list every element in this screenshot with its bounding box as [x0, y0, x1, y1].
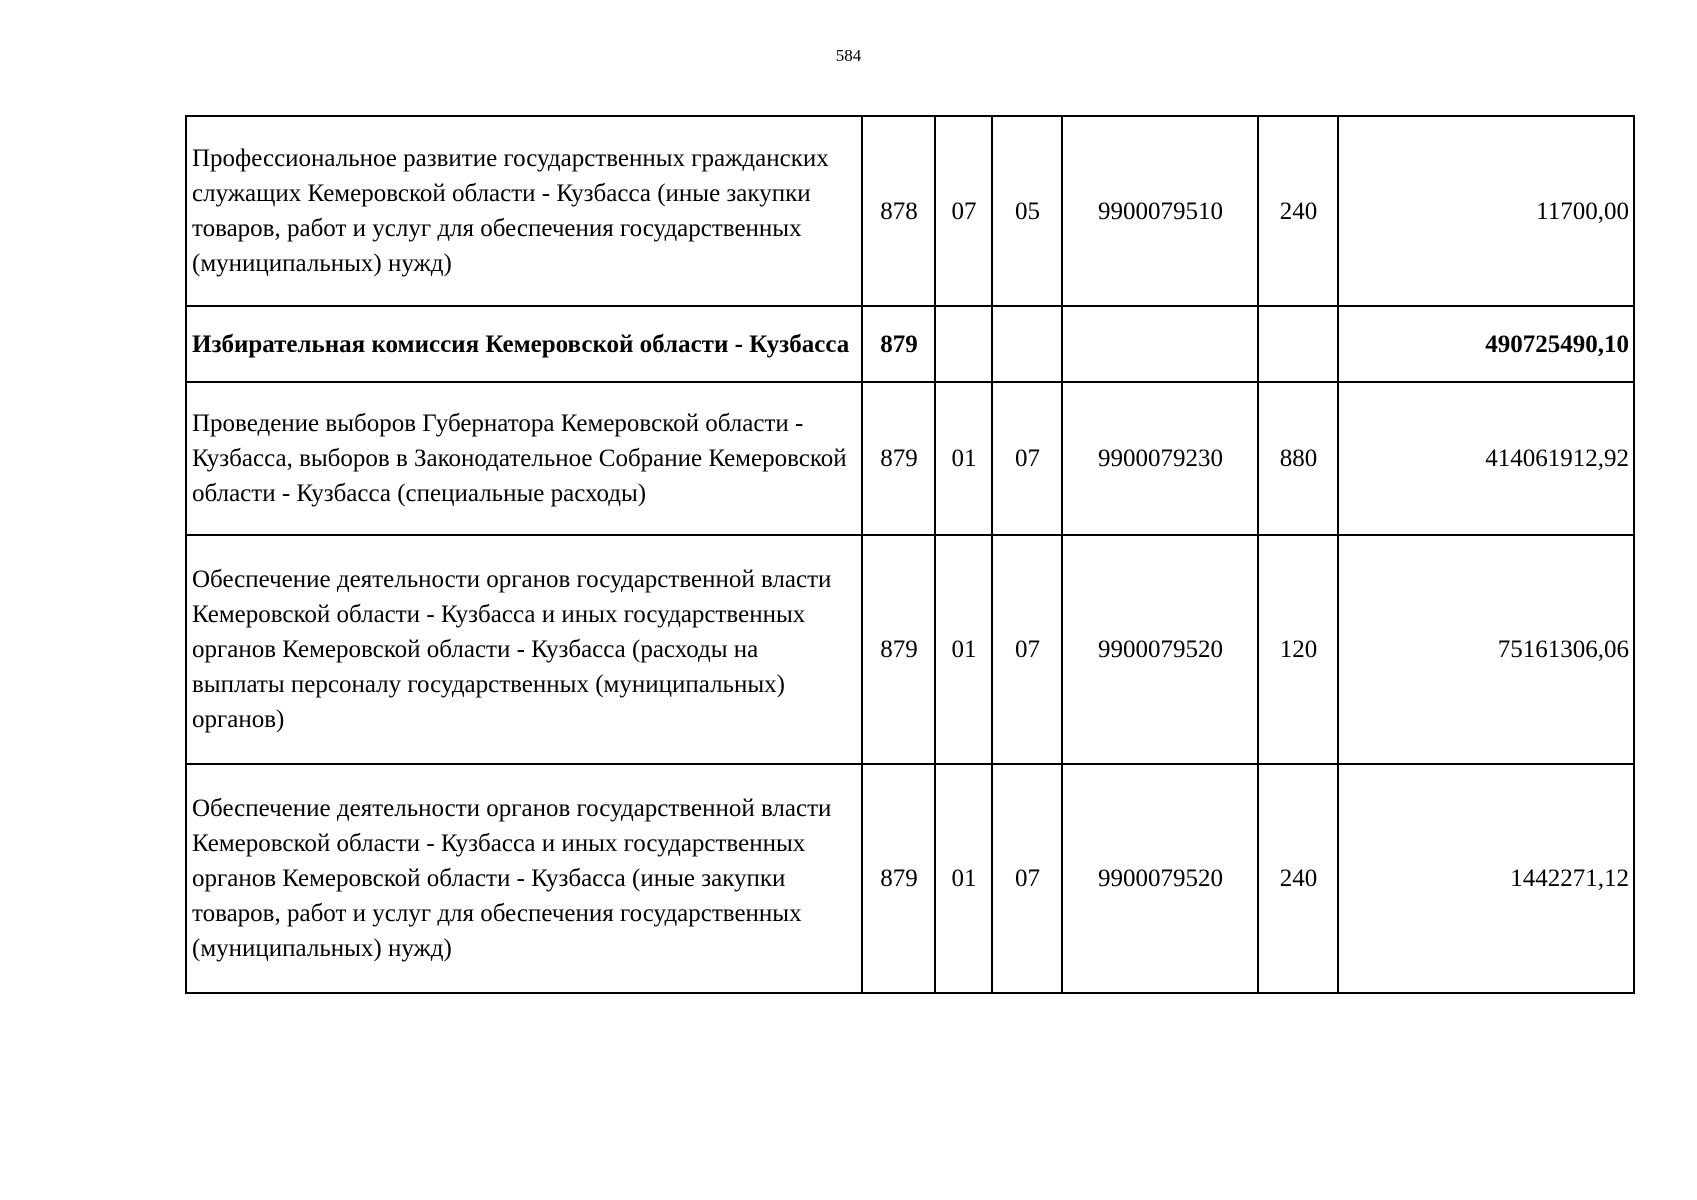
subsection-code — [992, 306, 1062, 382]
target-article-code — [1062, 306, 1258, 382]
table-row — [186, 116, 1634, 306]
expense-name: Обеспечение деятельности органов государственной власти Кемеровской области - Кузбасса и иных государственных органов Кемеровской области - Кузбасса (расходы на выплаты персоналу государственных (муниципальных) органов) — [186, 535, 862, 764]
expense-name: Проведение выборов Губернатора Кемеровской области - Кузбасса, выборов в Законодательное Собрание Кемеровской области - Кузбасса (специальные расходы) — [186, 382, 862, 535]
amount: 490725490,10 — [1338, 306, 1634, 382]
amount: 75161306,06 — [1338, 535, 1634, 764]
ministry-code: 878 — [862, 116, 935, 306]
table-row — [186, 764, 1634, 993]
ministry-code: 879 — [862, 382, 935, 535]
expense-type-code: 120 — [1258, 535, 1338, 764]
ministry-code: 879 — [862, 535, 935, 764]
amount: 11700,00 — [1338, 116, 1634, 306]
table-row — [186, 535, 1634, 764]
ministry-code: 879 — [862, 764, 935, 993]
expense-type-code: 240 — [1258, 764, 1338, 993]
expense-name: Профессиональное развитие государственных гражданских служащих Кемеровской области - Кузбасса (иные закупки товаров, работ и услуг для обеспечения государственных (муниципальных) нужд) — [186, 116, 862, 306]
target-article-code: 9900079520 — [1062, 535, 1258, 764]
expense-type-code: 880 — [1258, 382, 1338, 535]
section-code: 01 — [935, 535, 992, 764]
table-row — [186, 306, 1634, 382]
expense-type-code — [1258, 306, 1338, 382]
subsection-code: 05 — [992, 116, 1062, 306]
target-article-code: 9900079520 — [1062, 764, 1258, 993]
section-code: 01 — [935, 764, 992, 993]
table-row — [186, 382, 1634, 535]
section-code — [935, 306, 992, 382]
subsection-code: 07 — [992, 535, 1062, 764]
budget-table — [185, 115, 1635, 994]
section-code: 01 — [935, 382, 992, 535]
expense-type-code: 240 — [1258, 116, 1338, 306]
section-code: 07 — [935, 116, 992, 306]
ministry-code: 879 — [862, 306, 935, 382]
amount: 414061912,92 — [1338, 382, 1634, 535]
amount: 1442271,12 — [1338, 764, 1634, 993]
target-article-code: 9900079510 — [1062, 116, 1258, 306]
subsection-code: 07 — [992, 382, 1062, 535]
page-number: 584 — [835, 46, 862, 65]
subsection-code: 07 — [992, 764, 1062, 993]
target-article-code: 9900079230 — [1062, 382, 1258, 535]
expense-name: Обеспечение деятельности органов государственной власти Кемеровской области - Кузбасса и иных государственных органов Кемеровской области - Кузбасса (иные закупки товаров, работ и услуг для обеспечения государственных (муниципальных) нужд) — [186, 764, 862, 993]
expense-name: Избирательная комиссия Кемеровской области - Кузбасса — [186, 306, 862, 382]
